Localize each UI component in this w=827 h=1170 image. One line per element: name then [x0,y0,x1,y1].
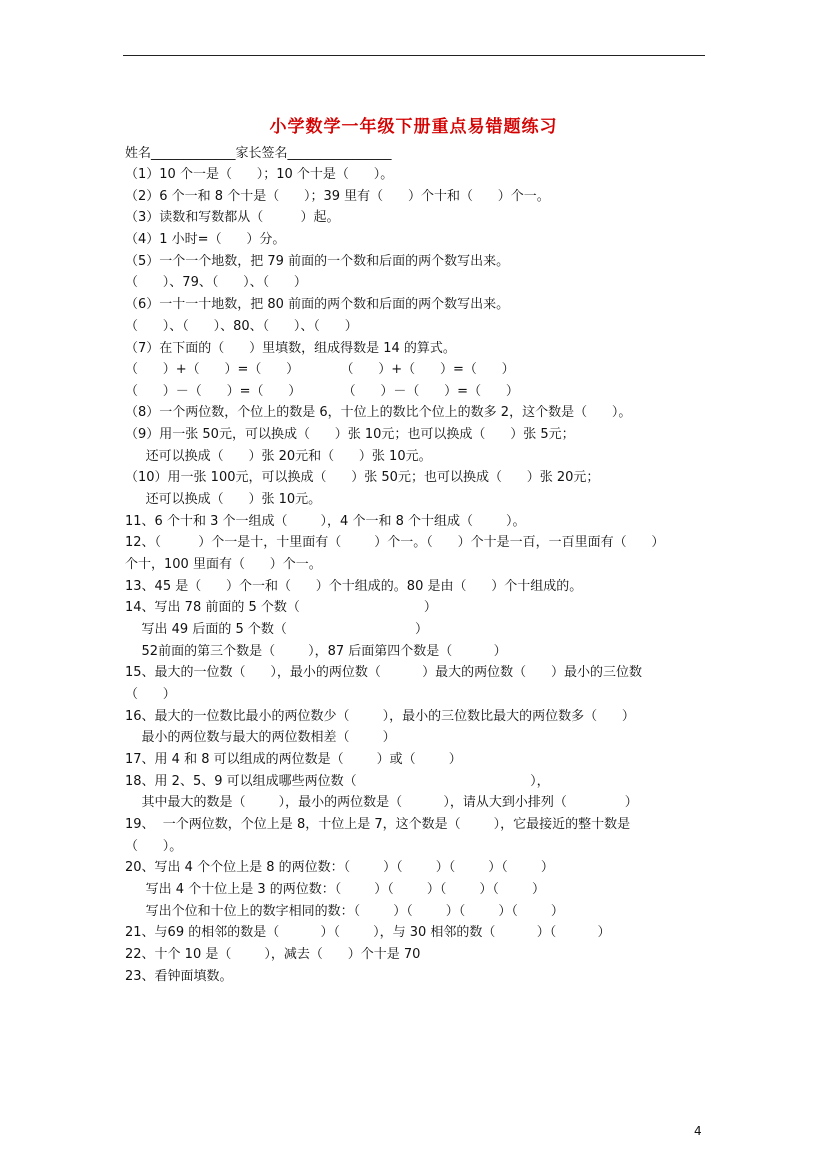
question-line: （ ）－（ ）=（ ） （ ）－（ ）=（ ） [125,384,519,399]
page-number: 4 [694,1124,702,1138]
question-line: 20、写出 4 个个位上是 8 的两位数：（ ）（ ）（ ）（ ） [125,860,554,875]
question-line: （ ）+（ ）=（ ） （ ）+（ ）=（ ） [125,362,515,377]
question-line: （10）用一张 100元，可以换成（ ）张 50元；也可以换成（ ）张 20元； [125,470,600,485]
question-line: 还可以换成（ ）张 10元。 [125,492,322,507]
question-line: （9）用一张 50元，可以换成（ ）张 10元；也可以换成（ ）张 5元； [125,427,575,442]
question-line: （1）10 个一是（ ）；10 个十是（ ）。 [125,167,394,182]
question-line: （5）一个一个地数，把 79 前面的一个数和后面的两个数写出来。 [125,254,510,269]
question-line: （ ）、（ ）、80、（ ）、（ ） [125,319,358,334]
question-line: 16、最大的一位数比最小的两位数少（ ），最小的三位数比最大的两位数多（ ） [125,709,635,724]
question-line: 23、看钟面填数。 [125,969,233,984]
question-line: （ ）、79、（ ）、（ ） [125,275,307,290]
question-line: （7）在下面的（ ）里填数，组成得数是 14 的算式。 [125,341,456,356]
question-line: 15、最大的一位数（ ），最小的两位数（ ）最大的两位数（ ）最小的三位数 [125,665,642,680]
question-line: 写出 4 个十位上是 3 的两位数：（ ）（ ）（ ）（ ） [125,882,545,897]
question-line: （3）读数和写数都从（ ）起。 [125,210,340,225]
page-title: 小学数学一年级下册重点易错题练习 [269,117,558,137]
question-line: 还可以换成（ ）张 20元和（ ）张 10元。 [125,449,432,464]
question-line: 18、用 2、5、9 可以组成哪些两位数（ ）， [125,774,550,789]
question-line: 12、（ ）个一是十，十里面有（ ）个一。（ ）个十是一百，一百里面有（ ） [125,535,665,550]
question-line: 11、6 个十和 3 个一组成（ ），4 个一和 8 个十组成（ ）。 [125,514,526,529]
question-line: （2）6 个一和 8 个十是（ ）；39 里有（ ）个十和（ ）个一。 [125,189,550,204]
question-line: 21、与69 的相邻的数是（ ）（ ），与 30 相邻的数（ ）（ ） [125,925,611,940]
question-line: 14、写出 78 前面的 5 个数（ ） [125,600,437,615]
question-line: （ ） [125,687,176,702]
question-line: 22、十个 10 是（ ），减去（ ）个十是 70 [125,947,421,962]
question-line: 最小的两位数与最大的两位数相差（ ） [125,730,396,745]
name-line: 姓名_____________家长签名________________ [125,146,392,161]
question-line: 17、用 4 和 8 可以组成的两位数是（ ）或（ ） [125,752,462,767]
question-line: （6）一十一十地数，把 80 前面的两个数和后面的两个数写出来。 [125,297,510,312]
question-line: 写出个位和十位上的数字相同的数：（ ）（ ）（ ）（ ） [125,904,564,919]
question-line: （ ）。 [125,839,183,854]
question-line: 52前面的第三个数是（ ），87 后面第四个数是（ ） [125,644,507,659]
question-line: 其中最大的数是（ ），最小的两位数是（ ），请从大到小排列（ ） [125,795,638,810]
question-line: 19、 一个两位数，个位上是 8，十位上是 7，这个数是（ ），它最接近的整十数是 [125,817,631,832]
question-line: 写出 49 后面的 5 个数（ ） [125,622,428,637]
question-line: （8）一个两位数，个位上的数是 6，十位上的数比个位上的数多 2，这个数是（ ）。 [125,405,632,420]
header-rule [123,55,705,56]
question-line: （4）1 小时=（ ）分。 [125,232,286,247]
question-line: 13、45 是（ ）个一和（ ）个十组成的。80 是由（ ）个十组成的。 [125,579,583,594]
question-line: 个十，100 里面有（ ）个一。 [125,557,322,572]
